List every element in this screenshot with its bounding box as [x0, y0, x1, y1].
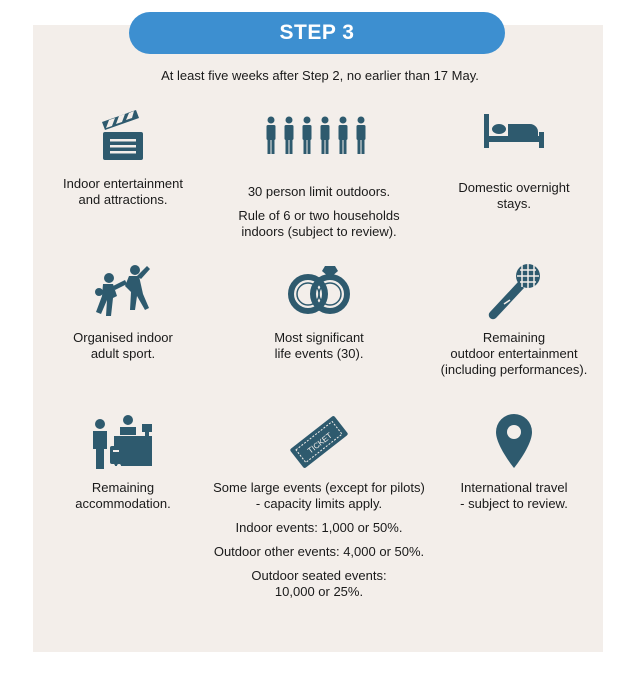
item-text: Remaining accommodation.	[75, 480, 171, 511]
item-text: Some large events (except for pilots) - capacity limits apply.	[213, 480, 425, 511]
subtitle: At least five weeks after Step 2, no earlier than 17 May.	[161, 68, 479, 83]
wedding-rings-icon	[259, 262, 379, 324]
item-text: 30 person limit outdoors.	[247, 184, 391, 199]
sport-players-icon	[63, 262, 183, 324]
item-text-secondary: Rule of 6 or two households indoors (subject to review).	[238, 208, 400, 239]
item-text-indoor: Indoor events: 1,000 or 50%.	[235, 520, 403, 535]
step-banner	[129, 12, 505, 54]
banner-title: STEP 3	[279, 21, 355, 44]
location-pin-icon	[454, 412, 574, 474]
item-text: Most significant life events (30).	[274, 330, 364, 361]
clapperboard-icon	[63, 108, 183, 170]
ticket-label: TICKET	[305, 430, 334, 456]
hotel-reception-icon	[63, 412, 183, 474]
item-international-travel	[399, 412, 629, 512]
item-text-outdoor-seated: Outdoor seated events: 10,000 or 25%.	[251, 568, 387, 599]
item-overnight-stays	[399, 108, 629, 212]
item-text-outdoor-other: Outdoor other events: 4,000 or 50%.	[213, 544, 425, 559]
item-outdoor-entertainment	[399, 262, 629, 378]
crowd-of-people-icon	[259, 116, 379, 178]
item-text: International travel - subject to review.	[460, 480, 568, 511]
bed-icon	[454, 112, 574, 174]
ticket-icon	[259, 412, 379, 474]
item-text: Indoor entertainment and attractions.	[63, 176, 183, 207]
item-text: Domestic overnight stays.	[458, 180, 570, 211]
item-text: Organised indoor adult sport.	[73, 330, 173, 361]
item-text: Remaining outdoor entertainment (including performances).	[440, 330, 588, 377]
microphone-icon	[454, 262, 574, 324]
